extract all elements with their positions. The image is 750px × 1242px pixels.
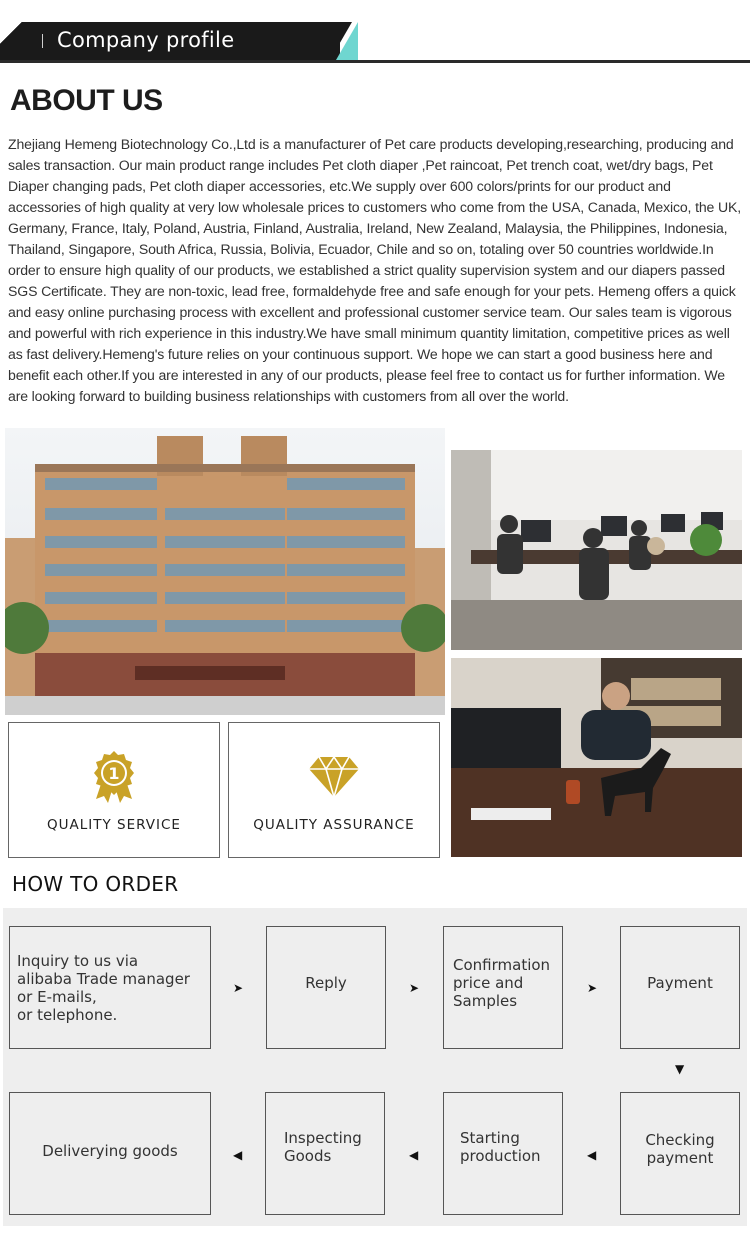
order-step-text: Starting production <box>460 1128 541 1165</box>
order-step-confirmation <box>443 926 563 1049</box>
arrow-right-icon: ➤ <box>587 981 598 995</box>
banner-left-notch <box>0 22 24 60</box>
order-step-checking-payment <box>620 1092 740 1215</box>
order-step-text: Inspecting Goods <box>284 1128 362 1165</box>
arrow-left-icon: ◀ <box>587 1148 597 1162</box>
banner-rule <box>0 60 750 63</box>
medal-icon <box>92 751 136 807</box>
about-body: Zhejiang Hemeng Biotechnology Co.,Ltd is a manufacturer of Pet care products developing,researching, producing and sales transaction. Our main product range includes Pet cloth diaper ,Pet raincoat, Pet trench coat, wet/dry bags, Pet Diaper changing pads, Pet cloth diaper accessories, etc.We supply over 600 colors/prints for our product and accessories of high quality at very low wholesale prices to customers who come from the USA, Canada, Mexico, the UK, Germany, France, Italy, Poland, Austria, Finland, Australia, Ireland, New Zealand, Malaysia, the Philippines, Indonesia, Thailand, Singapore, South Africa, Russia, Bolivia, Ecuador, Chile and so on, totaling over 50 countries worldwide.In order to ensure high quality of our products, we established a strict quality supervision system and our diapers passed SGS Certificate. They are non-toxic, lead free, formaldehyde free and safe enough for your pets. Hemeng offers a quick and easy online purchasing process with excellent and professional customer service team. Our sales team is vigorous and powerful with rich experience in this industry.We have small minimum quantity limitation, competitive prices as well as fast delivery.Hemeng's future relies on your continuous support. We hope we can start a good business here and benefit each other.If you are interested in any of our products, please feel free to contact us for further information. We are looking forward to building business relationships with customers from all over the world. <box>8 136 742 404</box>
company-building-photo <box>5 428 445 715</box>
banner-accent-stripe <box>336 22 358 60</box>
quality-service-card <box>8 722 220 858</box>
quality-service-label: QUALITY SERVICE <box>47 817 181 833</box>
banner-divider <box>42 34 43 48</box>
order-step-starting-production <box>443 1092 563 1215</box>
arrow-right-icon: ➤ <box>233 981 244 995</box>
order-step-text: Payment <box>647 973 713 992</box>
banner-title: Company profile <box>57 28 235 52</box>
arrow-right-icon: ➤ <box>409 981 420 995</box>
about-heading: ABOUT US <box>10 84 163 117</box>
arrow-left-icon: ◀ <box>409 1148 419 1162</box>
order-step-inspecting-goods <box>265 1092 385 1215</box>
office-staff-photo <box>451 450 742 650</box>
order-step-reply <box>266 926 386 1049</box>
order-step-text: Deliverying goods <box>42 1141 178 1160</box>
order-step-inquiry <box>9 926 211 1049</box>
svg-text:1: 1 <box>108 764 120 783</box>
order-step-delivering-goods <box>9 1092 211 1215</box>
staff-desk-photo <box>451 658 742 857</box>
order-step-text: Confirmation price and Samples <box>453 955 551 1010</box>
section-banner <box>0 0 750 64</box>
quality-assurance-label: QUALITY ASSURANCE <box>253 817 415 833</box>
diamond-icon <box>309 757 359 801</box>
order-heading: HOW TO ORDER <box>12 872 179 896</box>
quality-assurance-card <box>228 722 440 858</box>
order-step-text: Inquiry to us via alibaba Trade manager or E-mails, or telephone. <box>17 951 190 1024</box>
arrow-left-icon: ◀ <box>233 1148 243 1162</box>
order-step-text: Checking payment <box>645 1130 715 1167</box>
order-step-text: Reply <box>305 973 347 992</box>
arrow-down-icon: ▼ <box>675 1062 685 1076</box>
order-step-payment <box>620 926 740 1049</box>
